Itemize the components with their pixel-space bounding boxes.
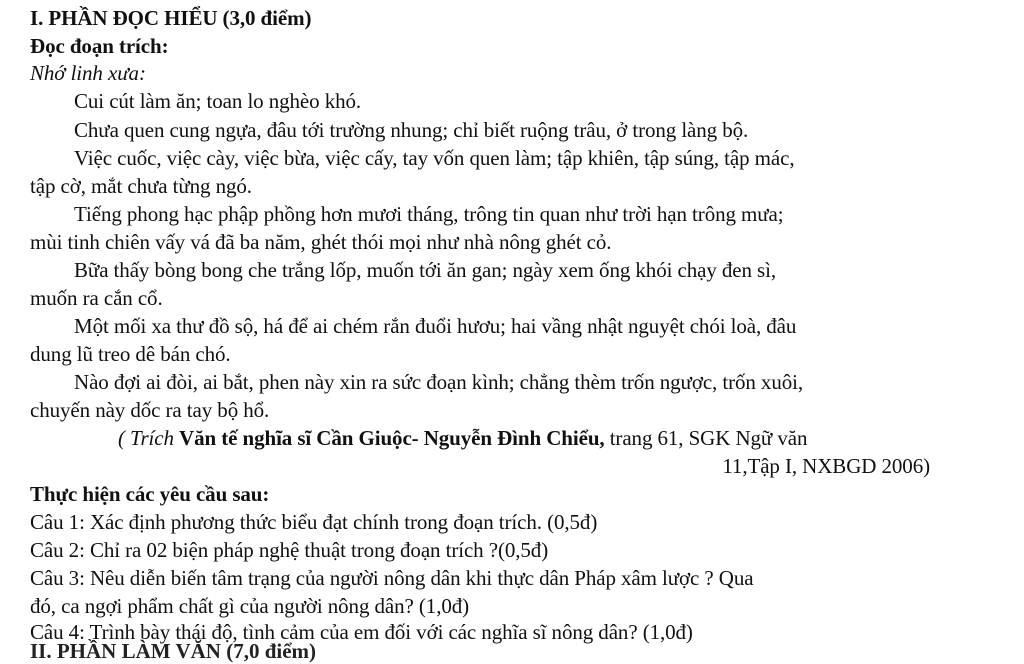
tasks-heading: Thực hiện các yêu cầu sau: — [30, 482, 270, 506]
section-title: I. PHẦN ĐỌC HIỂU (3,0 điểm) — [30, 6, 312, 30]
passage-line: Tiếng phong hạc phập phồng hơn mươi tháng, trông tin quan như trời hạn trông mưa; — [74, 202, 784, 226]
question-3: Câu 3: Nêu diễn biến tâm trạng của người nông dân khi thực dân Pháp xâm lược ? Qua — [30, 566, 754, 590]
question-4: Câu 4: Trình bày thái độ, tình cảm của em đối với các nghĩa sĩ nông dân? (1,0đ) — [30, 620, 693, 644]
citation-trich: Trích — [130, 426, 180, 450]
passage-line: Nào đợi ai đòi, ai bắt, phen này xin ra sức đoạn kình; chẳng thèm trốn ngược, trốn xuôi, — [74, 370, 804, 394]
passage-line: mùi tinh chiên vấy vá đã ba năm, ghét thói mọi như nhà nông ghét cỏ. — [30, 230, 612, 254]
question-1: Câu 1: Xác định phương thức biểu đạt chính trong đoạn trích. (0,5đ) — [30, 510, 598, 534]
passage-line: chuyến này dốc ra tay bộ hổ. — [30, 398, 270, 422]
citation-rest: trang 61, SGK Ngữ văn — [604, 426, 808, 450]
passage-line: Một mối xa thư đồ sộ, há để ai chém rắn đuổi hươu; hai vầng nhật nguyệt chói loà, đâu — [74, 314, 797, 338]
passage-line: Bữa thấy bòng bong che trắng lốp, muốn tới ăn gan; ngày xem ống khói chạy đen sì, — [74, 258, 777, 282]
passage-subtitle: Nhớ linh xưa: — [30, 61, 146, 85]
passage-line: Cui cút làm ăn; toan lo nghèo khó. — [74, 89, 362, 113]
citation-line — [118, 425, 807, 451]
passage-line: dung lũ treo dê bán chó. — [30, 342, 231, 366]
passage-line: Chưa quen cung ngựa, đâu tới trường nhung; chỉ biết ruộng trâu, ở trong làng bộ. — [74, 118, 749, 142]
question-2: Câu 2: Chỉ ra 02 biện pháp nghệ thuật trong đoạn trích ?(0,5đ) — [30, 538, 549, 562]
citation-line-2: 11,Tập I, NXBGD 2006) — [722, 454, 930, 478]
passage-line: tập cờ, mắt chưa từng ngó. — [30, 174, 252, 198]
citation-open: ( — [118, 426, 131, 450]
passage-line: Việc cuốc, việc cày, việc bừa, việc cấy, tay vốn quen làm; tập khiên, tập súng, tập mác, — [74, 146, 795, 170]
citation-work: Văn tế nghĩa sĩ Cần Giuộc- Nguyễn Đình Chiểu, — [179, 426, 605, 450]
passage-line: muốn ra cắn cổ. — [30, 286, 163, 310]
question-3-continued: đó, ca ngợi phẩm chất gì của người nông dân? (1,0đ) — [30, 594, 470, 618]
read-heading: Đọc đoạn trích: — [30, 34, 169, 58]
cut-off-section-title: II. PHẦN LÀM VĂN (7,0 điểm) — [30, 639, 317, 663]
